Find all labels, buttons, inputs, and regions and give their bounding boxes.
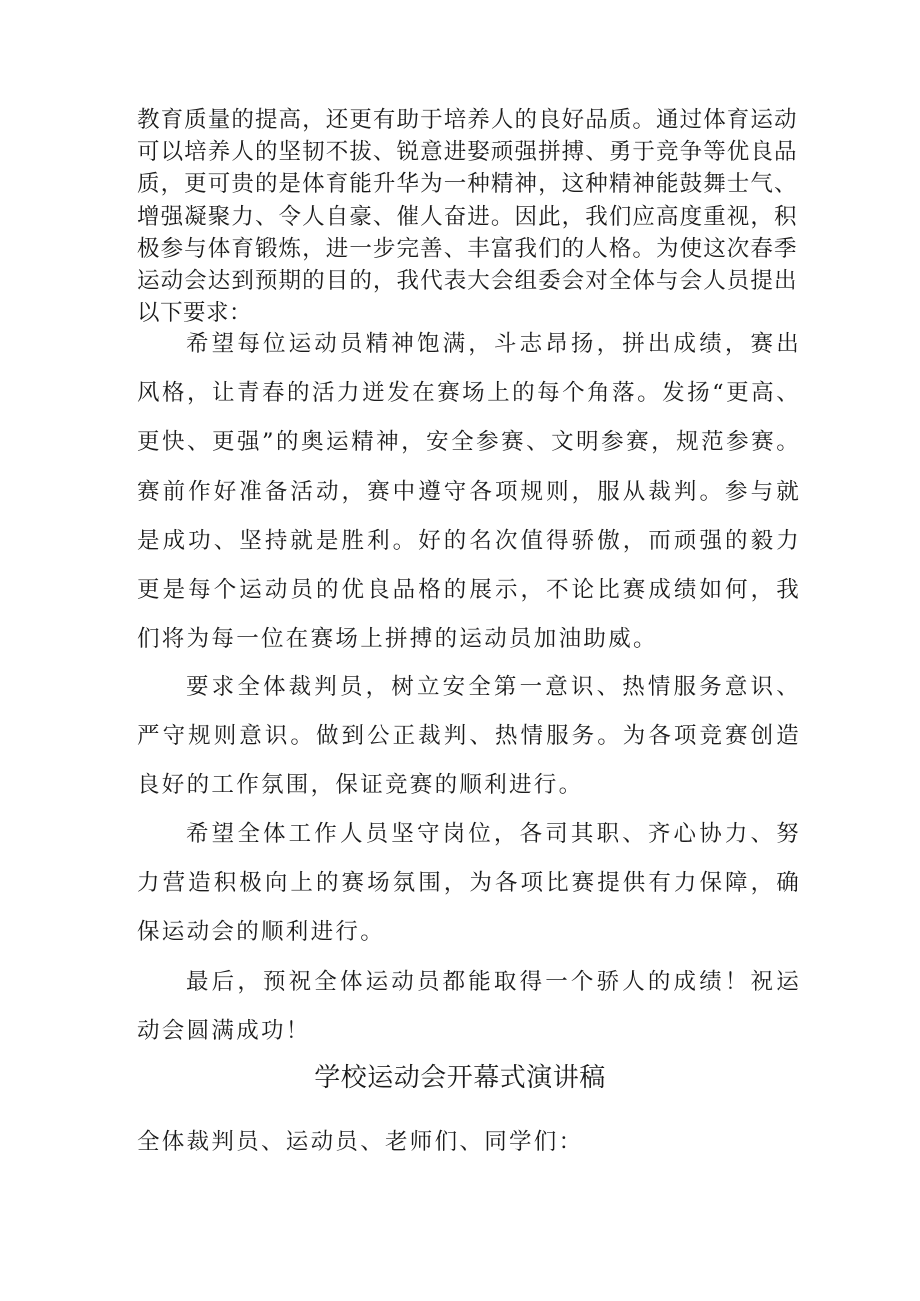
paragraph-athletes: 希望每位运动员精神饱满，斗志昂扬，拼出成绩，赛出风格，让青春的活力迸发在赛场上的每个角落。发扬“更高、更快、更强”的奥运精神，安全参赛、文明参赛，规范参赛。赛前作好准备活动，赛中遵守各项规则，服从裁判。参与就是成功、坚持就是胜利。好的名次值得骄傲，而顽强的毅力更是每个运动员的优良品格的展示，不论比赛成绩如何，我们将为每一位在赛场上拼搏的运动员加油助威。 <box>137 331 801 653</box>
section-title: 学校运动会开幕式演讲稿 <box>314 1063 606 1093</box>
paragraph-referees: 要求全体裁判员，树立安全第一意识、热情服务意识、严守规则意识。做到公正裁判、热情服务。为各项竞赛创造良好的工作氛围，保证竞赛的顺利进行。 <box>137 674 801 799</box>
salutation: 全体裁判员、运动员、老师们、同学们： <box>137 1129 584 1155</box>
paragraph-closing: 最后，预祝全体运动员都能取得一个骄人的成绩！祝运动会圆满成功！ <box>137 969 801 1045</box>
paragraph-staff: 希望全体工作人员坚守岗位，各司其职、齐心协力、努力营造积极向上的赛场氛围，为各项比赛提供有力保障，确保运动会的顺利进行。 <box>137 821 801 946</box>
intro-paragraph: 教育质量的提高，还更有助于培养人的良好品质。通过体育运动可以培养人的坚韧不拔、锐意进娶顽强拼搏、勇于竞争等优良品质，更可贵的是体育能升华为一种精神，这种精神能鼓舞士气、增强凝聚力、令人自豪、催人奋进。因此，我们应高度重视，积极参与体育锻炼，进一步完善、丰富我们的人格。为使这次春季运动会达到预期的目的，我代表大会组委会对全体与会人员提出以下要求： <box>137 107 797 327</box>
